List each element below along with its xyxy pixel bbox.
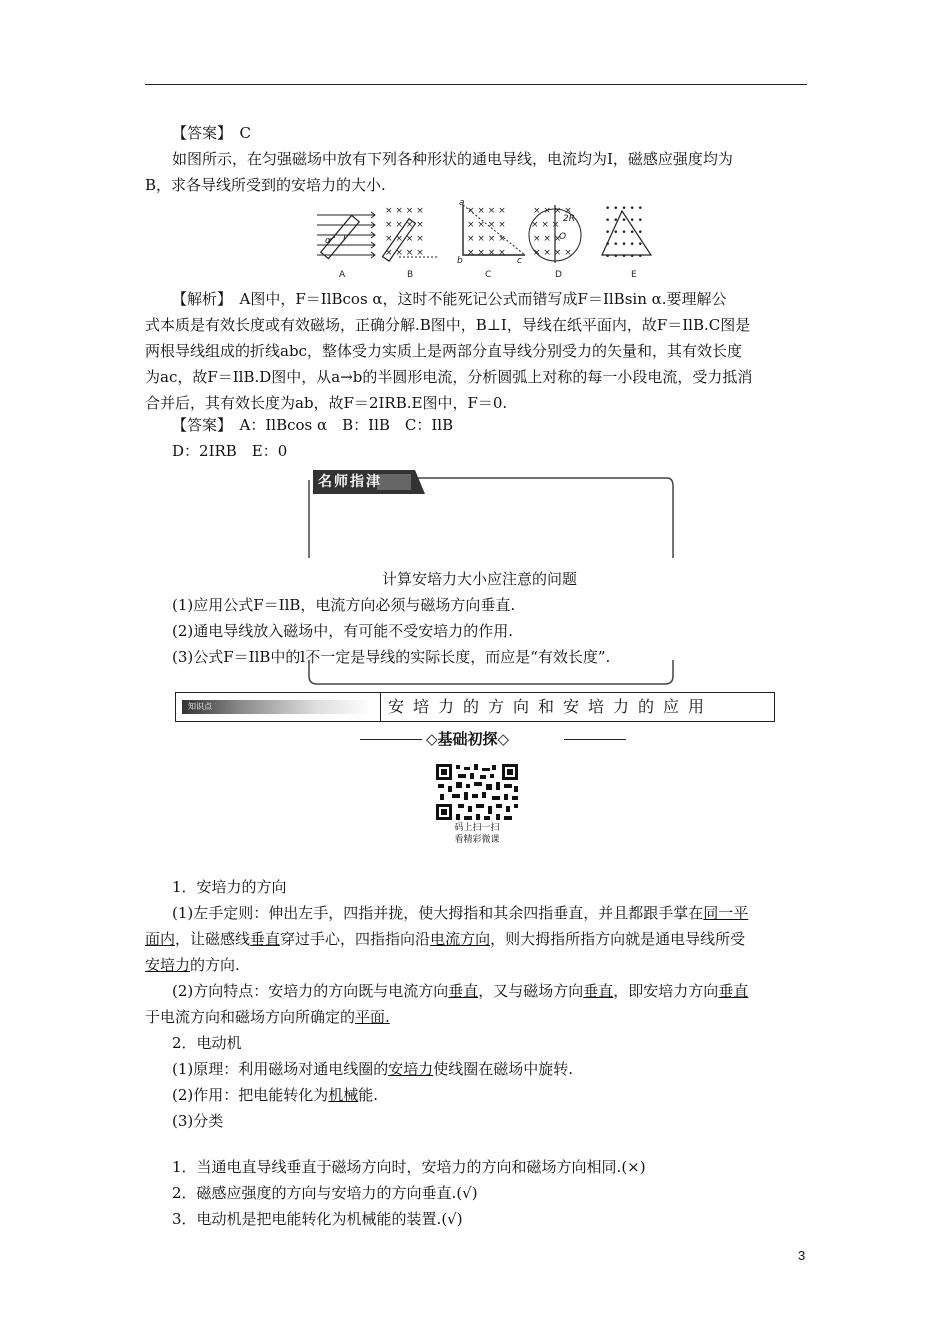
motor-underline-2: 机械: [328, 1086, 359, 1104]
rule-underline-1: 同一平: [703, 904, 749, 922]
svg-text:• • • • •: • • • • •: [605, 240, 643, 250]
section-divider: [380, 693, 381, 721]
judge-item-3: 3．电动机是把电能转化为机械能的装置.(√): [172, 1210, 463, 1228]
basics-title: ◇基础初探◇: [426, 730, 510, 748]
left-hand-rule-line-3: [145, 952, 240, 978]
figure-alpha: α: [325, 236, 331, 246]
figure-c-a: a: [459, 198, 465, 208]
svg-text:• • • • •: • • • • •: [605, 204, 643, 214]
motor-classification: (3)分类: [172, 1112, 224, 1130]
section-tag: 知识点: [188, 702, 212, 711]
rule-underline-5: 安培力: [145, 956, 191, 974]
ampere-force-figure: [315, 197, 665, 279]
motor-underline-1: 安培力: [388, 1060, 434, 1078]
analysis-line-2: 式本质是有效长度或有效磁场，正确分解.B图中，B⊥I，导线在纸平面内，故F＝IlB.C图是: [145, 316, 751, 334]
figure-current-a: I: [343, 234, 346, 244]
figure-label-a: A: [339, 270, 346, 279]
left-hand-rule-line-1: [172, 900, 748, 926]
svg-text:× × × ×: × × × ×: [533, 248, 572, 258]
problem-line-2: B，求各导线所受到的安培力的大小.: [145, 176, 386, 194]
analysis-text-1: A图中，F＝IlBcos α，这时不能死记公式而错写成F＝IlBsin α.要理解公: [239, 290, 727, 308]
direction-feature-line-1: [172, 978, 748, 1004]
section-header: [175, 692, 775, 722]
problem-line-1: 如图所示，在匀强磁场中放有下列各种形状的通电导线，电流均为I，磁感应强度均为: [172, 150, 733, 168]
figure-d-2r: 2R: [563, 214, 575, 224]
analysis-line-3: 两根导线组成的折线abc，整体受力实质上是两部分直导线分别受力的矢量和，其有效长度: [145, 342, 742, 360]
svg-text:× × × ×: × × × ×: [385, 206, 424, 216]
feature-text-2: ，又与磁场方向: [478, 982, 584, 1000]
tip-item-2: (2)通电导线放入磁场中，有可能不受安培力的作用.: [172, 622, 514, 640]
basics-rule-left: [360, 739, 422, 740]
analysis-line-4: 为ac，故F＝IlB.D图中，从a→b的半圆形电流，分析圆弧上对称的每一小段电流，受力抵消: [145, 368, 753, 386]
svg-text:× × × ×: × × × ×: [467, 234, 506, 244]
direction-feature-line-2: [145, 1004, 390, 1030]
svg-text:× × ×: × × ×: [533, 234, 562, 244]
basics-rule-right: [564, 739, 626, 740]
answer-2-line-2: D：2IRB E：0: [172, 442, 288, 460]
figure-label-d: D: [555, 270, 562, 279]
tip-item-3: (3)公式F＝IlB中的l不一定是导线的实际长度，而应是“有效长度”.: [172, 648, 611, 666]
analysis-line-5: 合并后，其有效长度为ab，故F＝2IRB.E图中，F＝0.: [145, 394, 508, 412]
svg-text:× × × ×: × × × ×: [467, 220, 506, 230]
feature-underline-3: 垂直: [718, 982, 749, 1000]
rule-text-1: (1)左手定则：伸出左手，四指并拢，使大拇指和其余四指垂直，并且都跟手掌在: [172, 904, 704, 922]
rule-text-5: 的方向.: [190, 956, 240, 974]
tip-badge: 名师指津: [318, 474, 382, 490]
motor-principle: [172, 1056, 573, 1082]
heading-motor: 2．电动机: [172, 1034, 242, 1052]
motor-function: [172, 1082, 378, 1108]
svg-text:× × × ×: × × × ×: [533, 206, 572, 216]
tip-item-1: (1)应用公式F＝IlB，电流方向必须与磁场方向垂直.: [172, 596, 516, 614]
answer-2-text: A：IlBcos α B：IlB C：IlB: [239, 416, 454, 434]
motor-text-3: (2)作用：把电能转化为: [172, 1086, 329, 1104]
svg-text:× × × ×: × × × ×: [385, 248, 424, 258]
basics-heading: [360, 728, 626, 750]
judge-item-1: 1．当通电直导线垂直于磁场方向时，安培力的方向和磁场方向相同.(×): [172, 1158, 646, 1176]
svg-text:• • • • •: • • • • •: [605, 216, 643, 226]
figure-c-b: b: [457, 256, 463, 266]
analysis-label: 【解析】: [172, 290, 225, 308]
svg-text:• • • • •: • • • • •: [605, 228, 643, 238]
answer-2-line-1: [172, 412, 453, 438]
feature-underline-2: 垂直: [583, 982, 614, 1000]
figure-c-c: c: [517, 256, 522, 266]
svg-text:× × × ×: × × × ×: [467, 248, 506, 258]
svg-text:× × ×: × × ×: [531, 220, 560, 230]
answer-value: C: [239, 124, 252, 142]
figure-label-e: E: [631, 270, 637, 279]
motor-text-2: 使线圈在磁场中旋转.: [433, 1060, 574, 1078]
answer-label: 【答案】: [172, 124, 225, 142]
qr-caption-2: 看精彩微课: [454, 835, 500, 845]
feature-underline-1: 垂直: [448, 982, 479, 1000]
rule-underline-3: 垂直: [250, 930, 281, 948]
feature-text-4: 于电流方向和磁场方向所确定的: [145, 1008, 356, 1026]
qr-caption-1: 码上扫一扫: [454, 823, 500, 833]
judge-item-2: 2．磁感应强度的方向与安培力的方向垂直.(√): [172, 1184, 478, 1202]
feature-text-3: ，即安培力方向: [613, 982, 719, 1000]
figure-label-b: B: [407, 270, 414, 279]
header-rule: [145, 84, 807, 85]
qr-code-icon[interactable]: [434, 762, 520, 822]
feature-text-1: (2)方向特点：安培力的方向既与电流方向: [172, 982, 449, 1000]
feature-underline-4: 平面.: [355, 1008, 390, 1026]
rule-underline-4: 电流方向: [430, 930, 491, 948]
svg-text:× × × ×: × × × ×: [385, 234, 424, 244]
answer-2-label: 【答案】: [172, 416, 225, 434]
rule-text-2: ，让磁感线: [175, 930, 251, 948]
svg-text:• • • • •: • • • • •: [605, 252, 643, 262]
rule-text-4: ，则大拇指所指方向就是通电导线所受: [490, 930, 746, 948]
figure-d-o: O: [559, 232, 567, 242]
analysis-line-1: [172, 286, 727, 312]
heading-direction: 1．安培力的方向: [172, 878, 287, 896]
svg-text:× × × ×: × × × ×: [467, 206, 506, 216]
rule-underline-2: 面内: [145, 930, 176, 948]
motor-text-1: (1)原理：利用磁场对通电线圈的: [172, 1060, 389, 1078]
tip-title: 计算安培力大小应注意的问题: [382, 570, 578, 588]
rule-text-3: 穿过手心，四指指向沿: [280, 930, 431, 948]
svg-text:× × × ×: × × × ×: [385, 220, 424, 230]
page-number: 3: [798, 1248, 806, 1263]
figure-label-c: C: [485, 270, 492, 279]
answer-1: [172, 120, 251, 146]
section-title: 安培力的方向和安培力的应用: [388, 697, 714, 716]
motor-text-4: 能.: [358, 1086, 379, 1104]
qr-caption: [434, 822, 520, 846]
left-hand-rule-line-2: [145, 926, 745, 952]
